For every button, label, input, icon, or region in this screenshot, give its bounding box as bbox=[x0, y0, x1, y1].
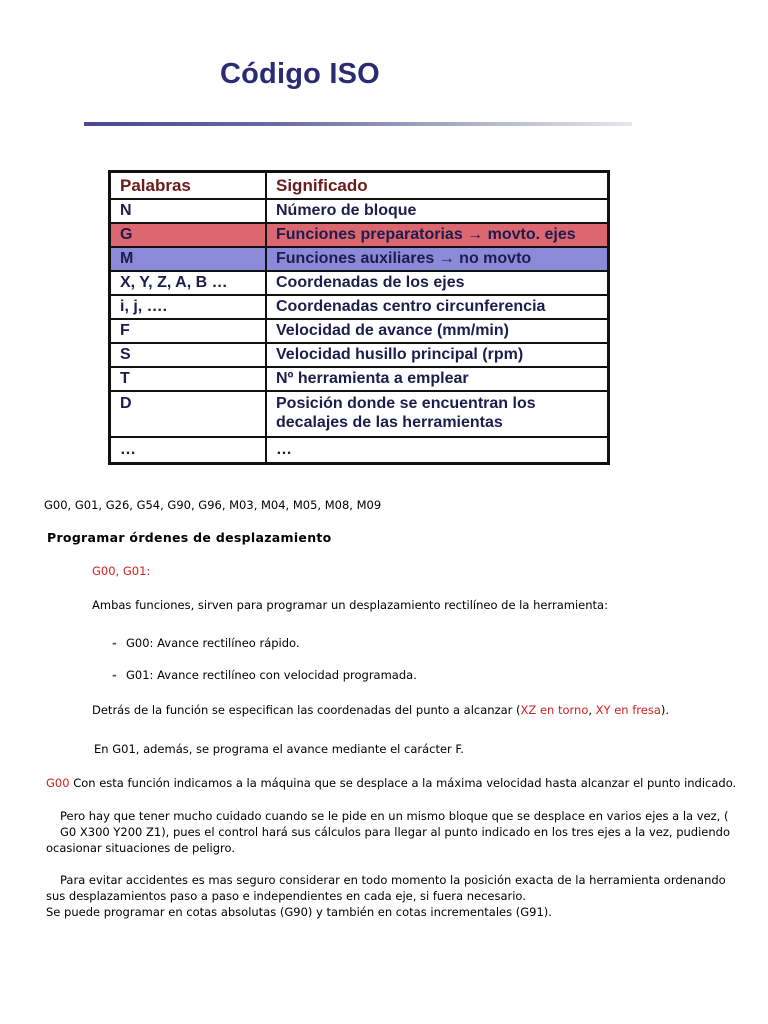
word-cell: D bbox=[110, 391, 267, 437]
coords-end: ). bbox=[660, 703, 670, 717]
table-row bbox=[110, 437, 609, 464]
g00-text: Con esta función indicamos a la máquina que se desplace a la máxima velocidad hasta alcanzar el punto indicado. bbox=[69, 776, 737, 790]
meaning-cell: Número de bloque bbox=[266, 199, 609, 223]
safety-line: Se puede programar en cotas absolutas (G90) y también en cotas incrementales (G91). bbox=[46, 905, 552, 919]
meaning-cell: Coordenadas de los ejes bbox=[266, 271, 609, 295]
meaning-cell: … bbox=[266, 437, 609, 464]
table-row bbox=[110, 391, 609, 437]
warning-line: Pero hay que tener mucho cuidado cuando se le pide en un mismo bloque que se desplace en varios ejes a la vez, ( bbox=[60, 809, 729, 823]
word-cell: i, j, …. bbox=[110, 295, 267, 319]
coords-text: Detrás de la función se especifican las coordenadas del punto a alcanzar ( bbox=[92, 703, 521, 717]
meaning-line: Posición donde se encuentran los bbox=[276, 395, 536, 412]
section-heading: Programar órdenes de desplazamiento bbox=[47, 530, 332, 545]
meaning-line: decalajes de las herramientas bbox=[276, 414, 503, 431]
g00-paragraph bbox=[46, 775, 736, 791]
coordinates-paragraph bbox=[92, 702, 669, 718]
word-cell: N bbox=[110, 199, 267, 223]
meaning-cell: Funciones auxiliares → no movto bbox=[266, 247, 609, 271]
word-cell: … bbox=[110, 437, 267, 464]
safety-paragraph bbox=[46, 872, 746, 920]
title-underline bbox=[84, 122, 632, 126]
page-title: Código ISO bbox=[220, 58, 380, 90]
iso-code-table bbox=[108, 170, 610, 465]
meaning-cell: Nº herramienta a emplear bbox=[266, 367, 609, 391]
warning-paragraph bbox=[46, 808, 736, 856]
meaning-cell: Velocidad de avance (mm/min) bbox=[266, 319, 609, 343]
word-cell: G bbox=[110, 223, 267, 247]
meaning-cell bbox=[266, 391, 609, 437]
word-cell: F bbox=[110, 319, 267, 343]
bullet-item-g00 bbox=[112, 636, 300, 650]
bullet-text: G01: Avance rectilíneo con velocidad programada. bbox=[126, 668, 417, 682]
subheading-g00-g01: G00, G01: bbox=[92, 564, 151, 578]
table-row bbox=[110, 343, 609, 367]
warning-line: ocasionar situaciones de peligro. bbox=[46, 841, 236, 855]
header-palabras: Palabras bbox=[110, 172, 267, 200]
word-cell: X, Y, Z, A, B … bbox=[110, 271, 267, 295]
g00-code: G00 bbox=[46, 776, 70, 790]
word-cell: M bbox=[110, 247, 267, 271]
warning-line: G0 X300 Y200 Z1), pues el control hará sus cálculos para llegar al punto indicado en los tres ejes a la vez, pudiendo bbox=[60, 825, 730, 839]
table-row bbox=[110, 319, 609, 343]
safety-line: sus desplazamientos paso a paso e independientes en cada eje, si fuera necesario. bbox=[46, 889, 526, 903]
meaning-cell: Velocidad husillo principal (rpm) bbox=[266, 343, 609, 367]
table-row-g bbox=[110, 223, 609, 247]
header-significado: Significado bbox=[266, 172, 609, 200]
dash-bullet-icon: - bbox=[112, 636, 117, 650]
word-cell: T bbox=[110, 367, 267, 391]
table-header-row bbox=[110, 172, 609, 200]
word-cell: S bbox=[110, 343, 267, 367]
bullet-item-g01 bbox=[112, 668, 417, 682]
coords-xy: XY en fresa bbox=[595, 703, 661, 717]
intro-paragraph: Ambas funciones, sirven para programar un desplazamiento rectilíneo de la herramienta: bbox=[92, 598, 608, 612]
table-row bbox=[110, 367, 609, 391]
dash-bullet-icon: - bbox=[112, 668, 117, 682]
coords-sep: , bbox=[588, 703, 596, 717]
table-row-m bbox=[110, 247, 609, 271]
g01-note: En G01, además, se programa el avance mediante el carácter F. bbox=[94, 742, 464, 756]
coords-xz: XZ en torno bbox=[520, 703, 589, 717]
codes-list: G00, G01, G26, G54, G90, G96, M03, M04, M05, M08, M09 bbox=[44, 498, 382, 512]
safety-line: Para evitar accidentes es mas seguro considerar en todo momento la posición exacta de la herramienta ordenando bbox=[60, 873, 726, 887]
table-row bbox=[110, 295, 609, 319]
meaning-cell: Funciones preparatorias → movto. ejes bbox=[266, 223, 609, 247]
table-row bbox=[110, 199, 609, 223]
bullet-text: G00: Avance rectilíneo rápido. bbox=[126, 636, 300, 650]
table-row bbox=[110, 271, 609, 295]
meaning-cell: Coordenadas centro circunferencia bbox=[266, 295, 609, 319]
